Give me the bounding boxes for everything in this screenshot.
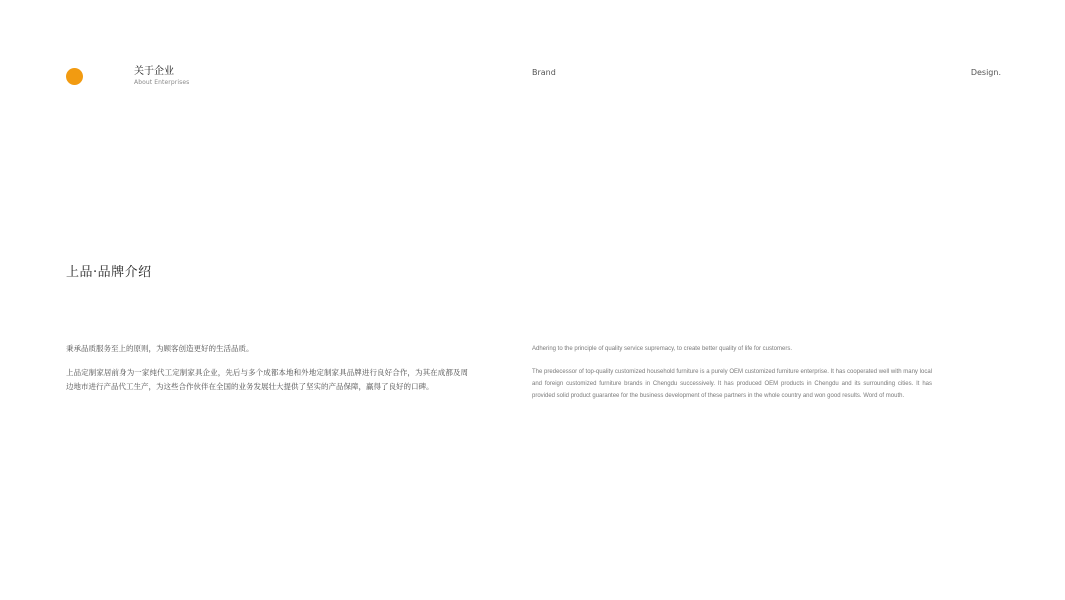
english-paragraph-1: Adhering to the principle of quality service supremacy, to create better quality of life for customers. (532, 346, 793, 352)
english-description (532, 343, 932, 413)
orange-dot-logo (66, 68, 83, 85)
chinese-paragraph-1: 秉承品质服务至上的原则，为顾客创造更好的生活品质。 (66, 344, 254, 353)
header-brand: Brand (532, 68, 556, 77)
chinese-description (66, 342, 468, 404)
header-subtitle: About Enterprises (134, 79, 190, 86)
header-title: 关于企业 (134, 66, 174, 77)
header-design: Design. (970, 68, 1001, 77)
english-paragraph-2: The predecessor of top-quality customized household furniture is a purely OEM customized furniture enterprise. It has cooperated well with many local and foreign customized furniture brands in Chengdu successively. It has produced OEM products in Chengdu and its surrounding cities. It has provided solid product guarantee for the business development of these partners in the whole country and won good results. Word of mouth. (532, 369, 932, 399)
section-title: 上品·品牌介绍 (66, 265, 152, 280)
chinese-paragraph-2: 上品定制家居前身为一家纯代工定制家具企业，先后与多个成都本地和外地定制家具品牌进行良好合作，为其在成都及周边地市进行产品代工生产，为这些合作伙伴在全国的业务发展壮大提供了坚实的产品保障，赢得了良好的口碑。 (66, 368, 468, 391)
